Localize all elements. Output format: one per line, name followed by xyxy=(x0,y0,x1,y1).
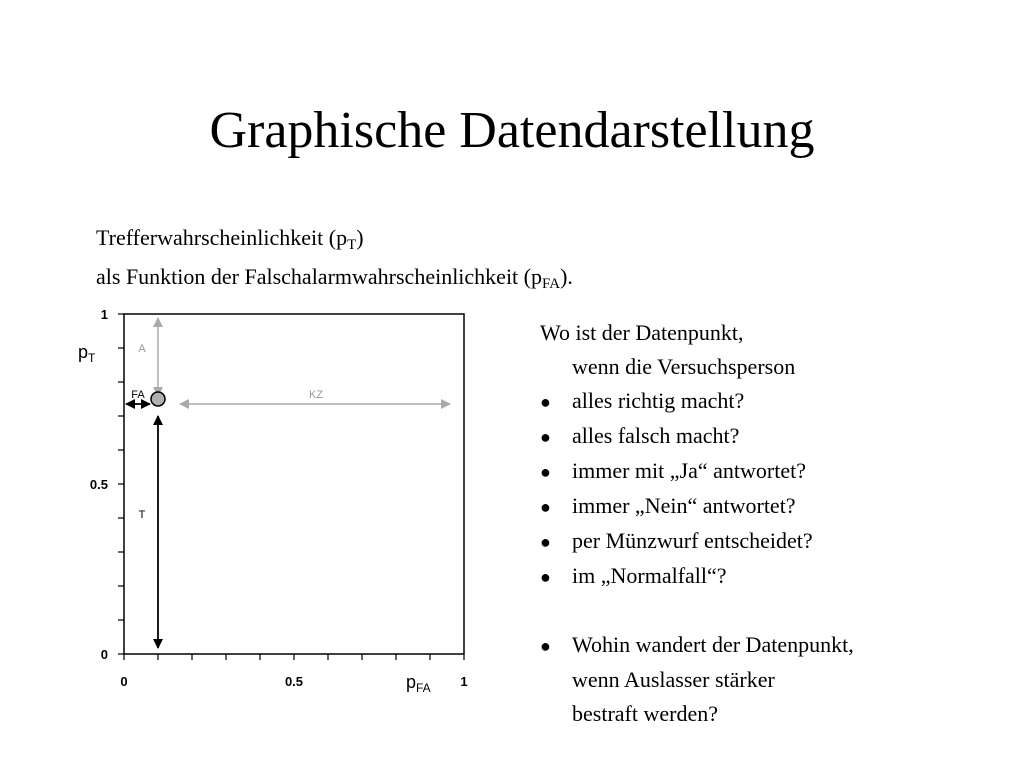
bullet-icon: ● xyxy=(540,532,551,552)
bullet-icon: ● xyxy=(540,392,551,412)
question-final-line-3: bestraft werden? xyxy=(572,701,718,726)
subtitle-line-1-text: Trefferwahrscheinlichkeit (p xyxy=(96,225,348,250)
question-item xyxy=(540,454,854,489)
question-item xyxy=(540,419,854,454)
bullet-icon: ● xyxy=(540,567,551,587)
x-axis-label xyxy=(406,672,431,695)
question-item-text: immer „Nein“ antwortet? xyxy=(572,493,796,518)
subtitle-line-2-subscript: FA xyxy=(542,276,561,292)
subtitle-line-2-text: als Funktion der Falschalarmwahrscheinlichkeit (p xyxy=(96,264,542,289)
question-final-line-2: wenn Auslasser stärker xyxy=(572,667,775,692)
question-intro-2: wenn die Versuchsperson xyxy=(572,354,796,379)
arrow-label-fa: FA xyxy=(131,389,145,401)
subtitle-line-2-end: ). xyxy=(560,264,573,289)
bullet-icon: ● xyxy=(540,427,551,447)
question-item-text: immer mit „Ja“ antwortet? xyxy=(572,458,806,483)
bullet-icon: ● xyxy=(540,636,551,656)
x-axis-label-main: p xyxy=(406,672,417,692)
arrow-label-a: A xyxy=(138,343,146,355)
question-item xyxy=(540,559,854,594)
bullet-icon: ● xyxy=(540,462,551,482)
slide-title: Graphische Datendarstellung xyxy=(209,102,815,159)
arrow-label-t: T xyxy=(138,509,146,521)
x-tick-label-0: 0 xyxy=(120,674,128,689)
y-axis-label xyxy=(78,342,96,365)
question-final-line-1: Wohin wandert der Datenpunkt, xyxy=(572,632,854,657)
y-tick-label-1: 1 xyxy=(100,307,108,322)
question-item-text: per Münzwurf entscheidet? xyxy=(572,528,813,553)
y-axis-label-main: p xyxy=(78,342,89,362)
question-intro-1: Wo ist der Datenpunkt, xyxy=(540,320,744,345)
x-axis-label-sub: FA xyxy=(416,681,431,695)
y-axis-ticks xyxy=(118,314,124,654)
question-item-text: alles richtig macht? xyxy=(572,388,745,413)
y-tick-label-0-5: 0.5 xyxy=(89,477,108,492)
question-item xyxy=(540,489,854,524)
y-axis-label-sub: T xyxy=(88,351,96,365)
spacer xyxy=(540,594,854,628)
subtitle-line-1-subscript: T xyxy=(347,237,357,253)
data-point xyxy=(151,392,165,406)
x-tick-label-0-5: 0.5 xyxy=(284,674,304,689)
question-final xyxy=(540,628,854,663)
arrow-label-kz: KZ xyxy=(308,389,324,401)
x-tick-label-1: 1 xyxy=(460,674,468,689)
question-item xyxy=(540,524,854,559)
question-item-text: im „Normalfall“? xyxy=(572,563,727,588)
subtitle-line-1-end: ) xyxy=(356,225,364,250)
bullet-icon: ● xyxy=(540,497,551,517)
question-list xyxy=(540,316,854,731)
question-item-text: alles falsch macht? xyxy=(572,423,740,448)
y-tick-label-0: 0 xyxy=(100,647,108,662)
question-item xyxy=(540,384,854,419)
x-axis-ticks xyxy=(124,654,464,660)
plot-frame xyxy=(124,314,464,654)
